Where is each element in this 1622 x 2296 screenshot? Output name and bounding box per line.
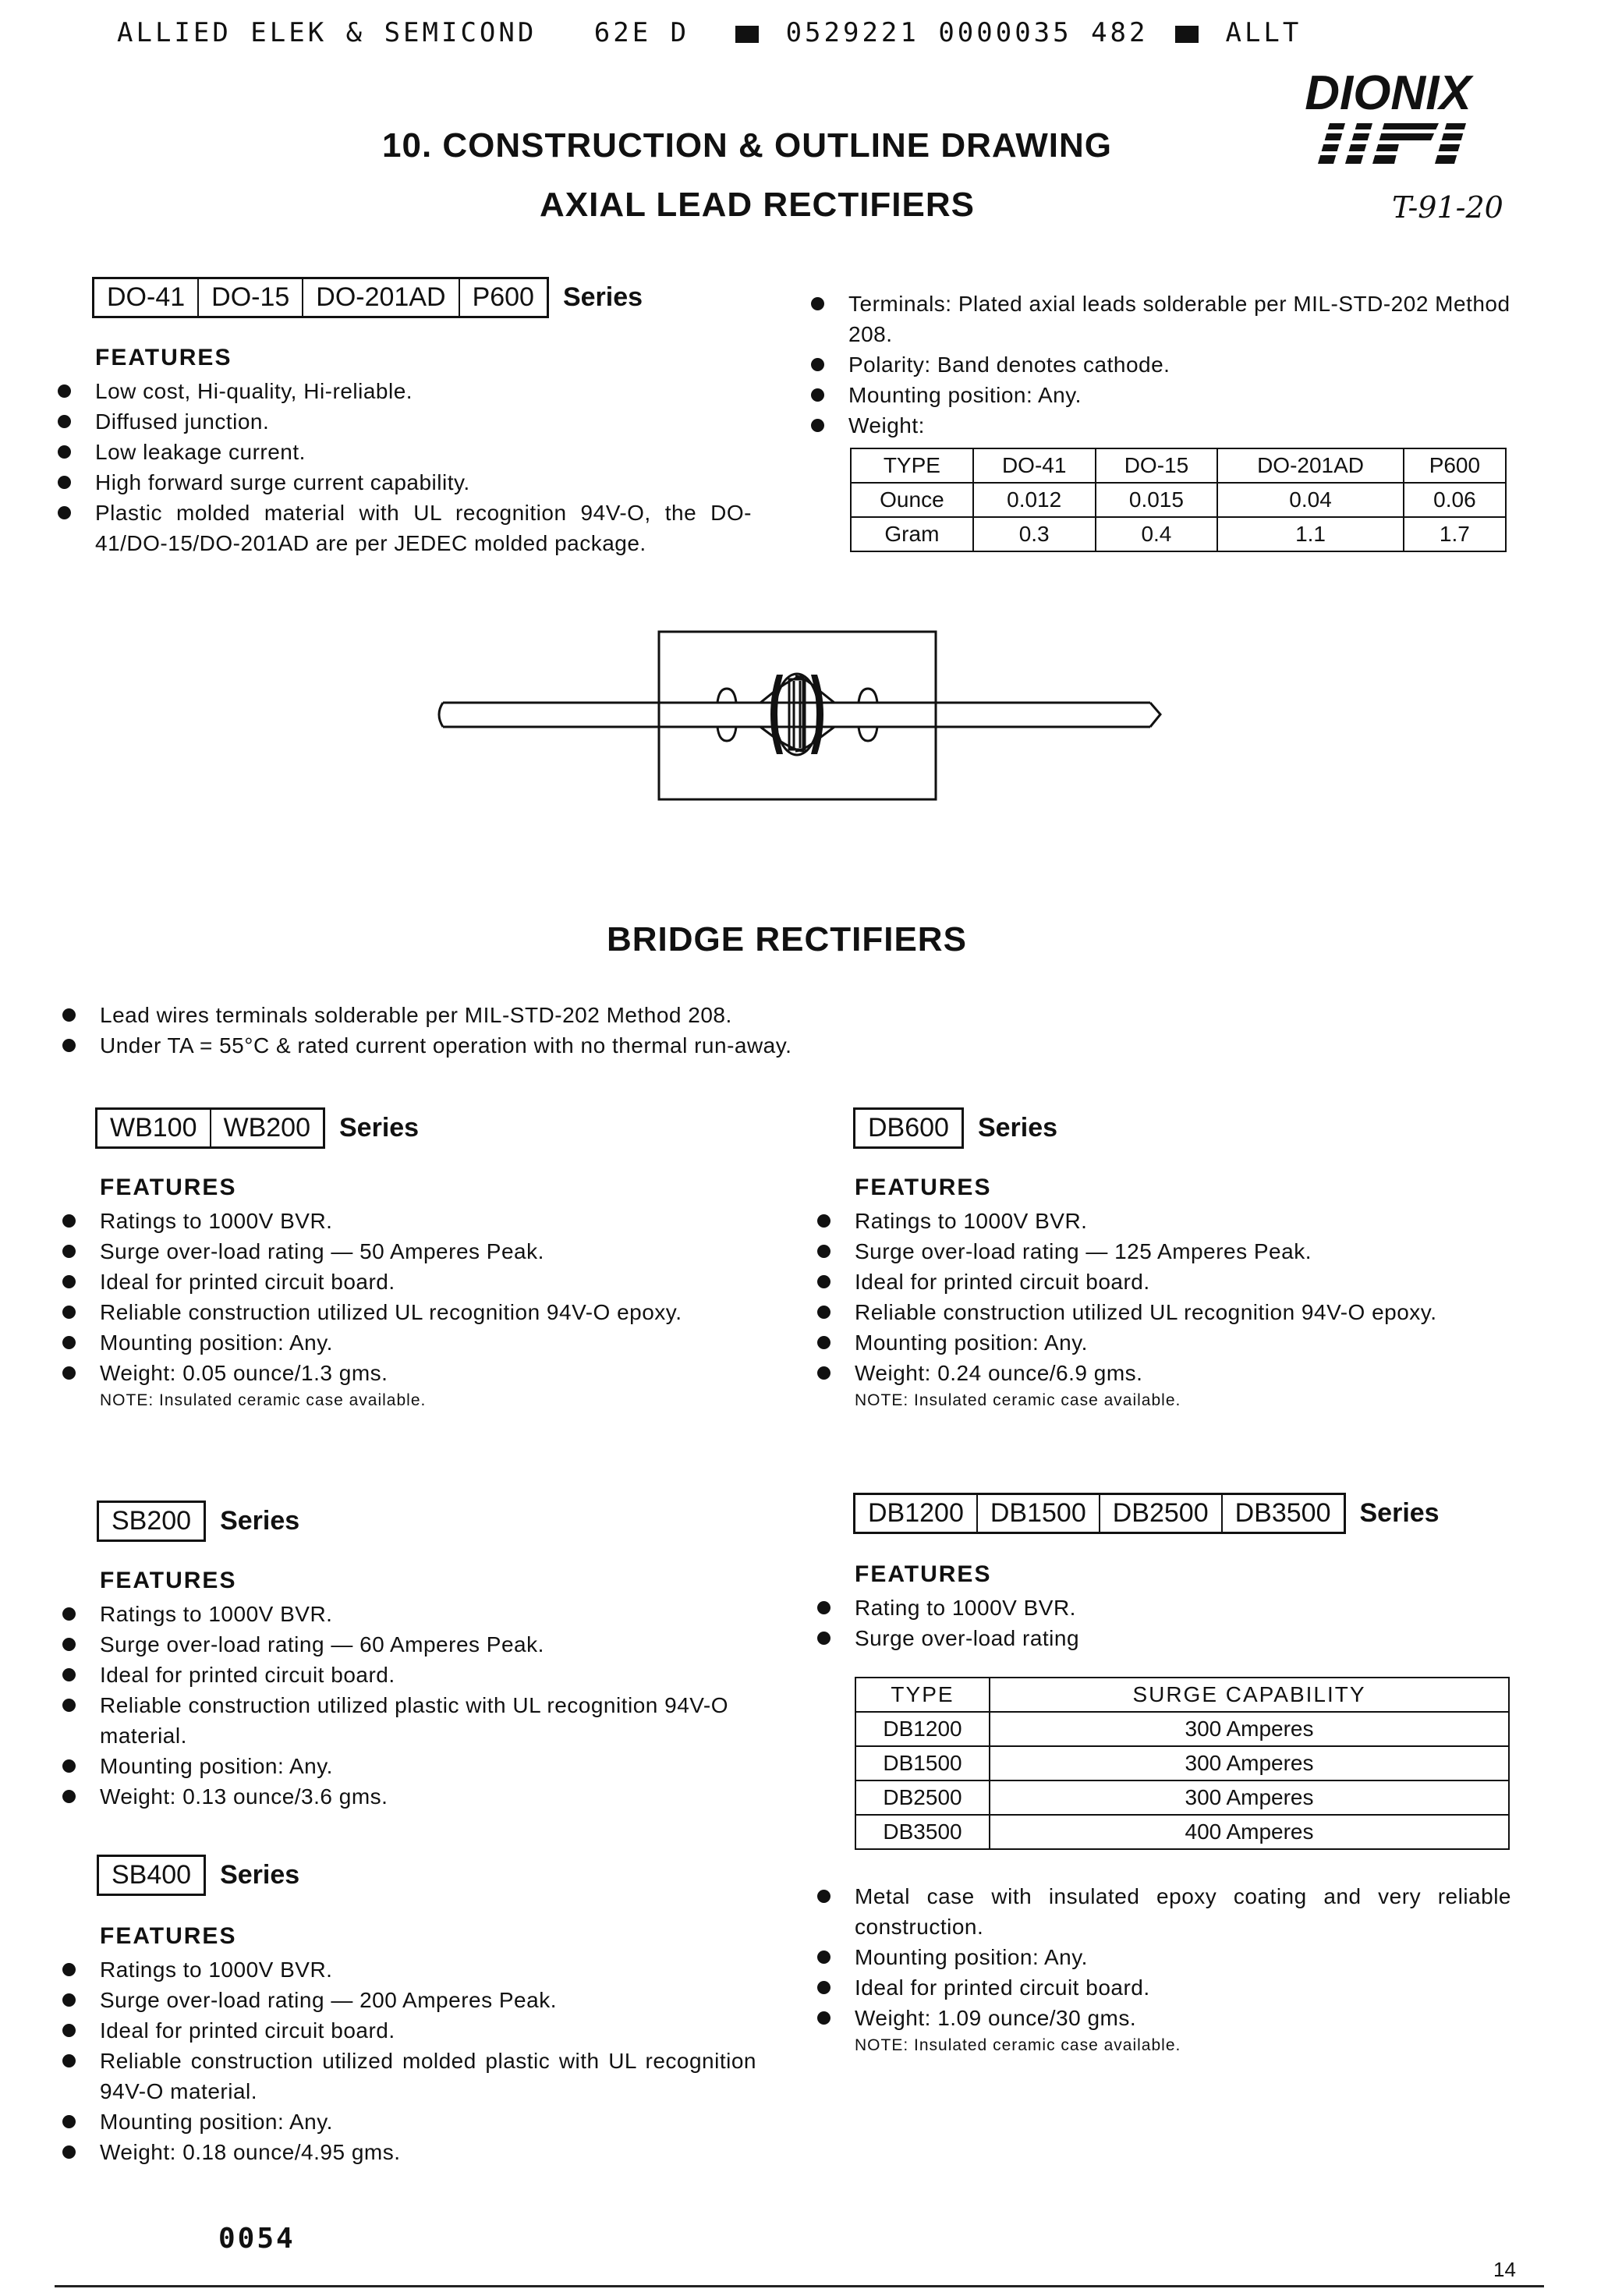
page-number: 14	[1493, 2258, 1516, 2281]
document-code: T-91-20	[1392, 190, 1503, 225]
features-heading: FEATURES	[855, 1175, 992, 1200]
table-cell: 0.04	[1217, 483, 1403, 517]
list-item: Mounting position: Any.	[62, 1327, 756, 1358]
list-item: Low leakage current.	[58, 437, 752, 467]
specs-list	[811, 289, 1513, 441]
series-label: Series	[562, 282, 643, 312]
list-item: Under TA = 55°C & rated current operation with no thermal run-away.	[62, 1030, 1232, 1061]
list-item: Low cost, Hi-quality, Hi-reliable.	[58, 376, 752, 406]
table-cell: 300 Amperes	[990, 1712, 1509, 1746]
table-cell: DO-41	[973, 448, 1096, 483]
series-list	[853, 1107, 964, 1149]
series-item: WB100	[110, 1113, 197, 1143]
series-item: DO-41	[107, 282, 186, 312]
list-item: Weight:	[811, 410, 1513, 441]
list-item: Ideal for printed circuit board.	[62, 1267, 756, 1297]
sb200-features	[62, 1568, 756, 1812]
axial-features	[58, 345, 752, 558]
general-list	[62, 1000, 1232, 1061]
series-label: Series	[1359, 1498, 1440, 1528]
table-cell: Ounce	[851, 483, 973, 517]
table-cell: TYPE	[855, 1678, 990, 1712]
list-item: Reliable construction utilized molded plastic with UL recognition 94V-O material.	[62, 2046, 756, 2106]
list-item: Ideal for printed circuit board.	[62, 2015, 756, 2046]
db600-series-box	[853, 1107, 1057, 1149]
series-item: WB200	[210, 1110, 324, 1146]
list-item: Surge over-load rating — 60 Amperes Peak.	[62, 1629, 756, 1660]
sb400-series-box	[97, 1855, 299, 1896]
surge-capability-table	[855, 1677, 1510, 1850]
section-title-bridge: BRIDGE RECTIFIERS	[607, 920, 967, 958]
table-row	[855, 1815, 1509, 1849]
header-company: ALLIED ELEK & SEMICOND	[117, 17, 537, 48]
header-code-1: 62E D	[593, 17, 690, 48]
series-item: DB2500	[1099, 1495, 1221, 1532]
black-block-icon	[1175, 26, 1199, 43]
table-cell: Gram	[851, 517, 973, 551]
db-large-features	[817, 1561, 1511, 1653]
table-cell: 300 Amperes	[990, 1746, 1509, 1780]
table-row	[855, 1678, 1509, 1712]
footer-rule	[55, 2285, 1544, 2287]
features-list	[58, 376, 752, 558]
series-item: DB1200	[868, 1498, 964, 1528]
list-item: Mounting position: Any.	[817, 1942, 1511, 1972]
series-label: Series	[220, 1860, 300, 1890]
sb200-series-box	[97, 1501, 299, 1542]
footer-code: 0054	[218, 2223, 296, 2255]
list-item: Rating to 1000V BVR.	[817, 1593, 1511, 1623]
table-cell: 400 Amperes	[990, 1815, 1509, 1849]
wb-series-box	[95, 1107, 419, 1149]
features-list	[62, 1954, 756, 2167]
series-label: Series	[339, 1113, 420, 1143]
list-item: Diffused junction.	[58, 406, 752, 437]
svg-text:DIONIX: DIONIX	[1305, 66, 1471, 120]
list-item: Surge over-load rating — 125 Amperes Peak.	[817, 1236, 1511, 1267]
series-label: Series	[977, 1113, 1058, 1143]
table-cell: DO-201AD	[1217, 448, 1403, 483]
list-item: Ratings to 1000V BVR.	[62, 1599, 756, 1629]
series-item: DO-15	[197, 279, 302, 316]
db600-features	[817, 1175, 1511, 1410]
features-heading: FEATURES	[100, 1175, 237, 1200]
series-item: SB200	[112, 1506, 192, 1536]
list-item: Ratings to 1000V BVR.	[817, 1206, 1511, 1236]
db-large-series-box	[853, 1493, 1440, 1534]
features-list	[817, 1593, 1511, 1653]
series-list	[853, 1493, 1346, 1534]
axial-specs	[811, 289, 1513, 441]
document-header-code	[117, 17, 1301, 48]
table-cell: 0.06	[1404, 483, 1506, 517]
list-item: Weight: 0.24 ounce/6.9 gms.	[817, 1358, 1511, 1388]
series-item: DB1500	[976, 1495, 1099, 1532]
sb400-features	[62, 1923, 756, 2167]
table-cell: DB2500	[855, 1780, 990, 1815]
black-block-icon	[735, 26, 759, 43]
table-row	[855, 1712, 1509, 1746]
series-item: DO-201AD	[302, 279, 458, 316]
list-item: Surge over-load rating — 200 Amperes Peak.	[62, 1985, 756, 2015]
table-cell: DB1200	[855, 1712, 990, 1746]
table-cell: DB1500	[855, 1746, 990, 1780]
list-item: Weight: 0.13 ounce/3.6 gms.	[62, 1781, 756, 1812]
list-item: Lead wires terminals solderable per MIL-STD-202 Method 208.	[62, 1000, 1232, 1030]
features-list	[817, 1881, 1511, 2033]
list-item: Metal case with insulated epoxy coating and very reliable construction.	[817, 1881, 1511, 1942]
table-cell: 1.1	[1217, 517, 1403, 551]
table-cell: 1.7	[1404, 517, 1506, 551]
features-list	[62, 1206, 756, 1388]
features-heading: FEATURES	[100, 1568, 237, 1593]
list-item: Surge over-load rating — 50 Amperes Peak.	[62, 1236, 756, 1267]
table-cell: P600	[1404, 448, 1506, 483]
list-item: Mounting position: Any.	[62, 2106, 756, 2137]
list-item: Mounting position: Any.	[817, 1327, 1511, 1358]
list-item: Ideal for printed circuit board.	[817, 1972, 1511, 2003]
list-item: Reliable construction utilized plastic with UL recognition 94V-O material.	[62, 1690, 756, 1751]
list-item: Mounting position: Any.	[811, 380, 1513, 410]
list-item: Polarity: Band denotes cathode.	[811, 349, 1513, 380]
series-item: SB400	[112, 1860, 192, 1890]
table-row	[851, 483, 1506, 517]
series-item: DB3500	[1221, 1495, 1344, 1532]
table-cell: 300 Amperes	[990, 1780, 1509, 1815]
table-row	[855, 1746, 1509, 1780]
table-cell: DO-15	[1096, 448, 1218, 483]
list-item: Weight: 0.05 ounce/1.3 gms.	[62, 1358, 756, 1388]
list-item: Plastic molded material with UL recognition 94V-O, the DO-41/DO-15/DO-201AD are per JEDEC molded package.	[58, 498, 752, 558]
features-heading: FEATURES	[95, 345, 232, 370]
header-code-3: ALLT	[1225, 17, 1302, 48]
axial-rectifier-drawing	[429, 628, 1170, 807]
header-code-2: 0529221 0000035 482	[785, 17, 1149, 48]
features-list	[62, 1599, 756, 1812]
list-item: Weight: 0.18 ounce/4.95 gms.	[62, 2137, 756, 2167]
list-item: Mounting position: Any.	[62, 1751, 756, 1781]
series-list	[97, 1855, 206, 1896]
list-item: Weight: 1.09 ounce/30 gms.	[817, 2003, 1511, 2033]
bridge-general	[62, 1000, 1232, 1061]
series-list	[97, 1501, 206, 1542]
wb-features	[62, 1175, 756, 1410]
section-title-axial: AXIAL LEAD RECTIFIERS	[540, 186, 976, 224]
list-item: Ideal for printed circuit board.	[62, 1660, 756, 1690]
table-cell: 0.015	[1096, 483, 1218, 517]
table-cell: 0.012	[973, 483, 1096, 517]
list-item: High forward surge current capability.	[58, 467, 752, 498]
list-item: Ratings to 1000V BVR.	[62, 1206, 756, 1236]
series-list	[92, 277, 549, 318]
table-row	[855, 1780, 1509, 1815]
table-cell: 0.3	[973, 517, 1096, 551]
list-item: Reliable construction utilized UL recognition 94V-O epoxy.	[62, 1297, 756, 1327]
table-cell: SURGE CAPABILITY	[990, 1678, 1509, 1712]
db-large-features-2	[817, 1881, 1511, 2055]
section-title-construction: 10. CONSTRUCTION & OUTLINE DRAWING	[382, 126, 1113, 165]
series-list	[95, 1107, 325, 1149]
table-row	[851, 517, 1506, 551]
features-heading: FEATURES	[855, 1561, 992, 1587]
series-item: P600	[459, 279, 547, 316]
series-label: Series	[220, 1506, 300, 1536]
list-item: Surge over-load rating	[817, 1623, 1511, 1653]
series-item: DB600	[868, 1113, 949, 1143]
list-item: Reliable construction utilized UL recognition 94V-O epoxy.	[817, 1297, 1511, 1327]
note-text: NOTE: Insulated ceramic case available.	[855, 2036, 1181, 2054]
axial-series-box	[92, 277, 643, 318]
note-text: NOTE: Insulated ceramic case available.	[100, 1391, 427, 1409]
features-list	[817, 1206, 1511, 1388]
list-item: Ideal for printed circuit board.	[817, 1267, 1511, 1297]
note-text: NOTE: Insulated ceramic case available.	[855, 1391, 1181, 1409]
table-cell: DB3500	[855, 1815, 990, 1849]
dionix-logo	[1271, 62, 1505, 172]
weight-table	[850, 448, 1507, 552]
table-cell: 0.4	[1096, 517, 1218, 551]
table-row	[851, 448, 1506, 483]
features-heading: FEATURES	[100, 1923, 237, 1949]
list-item: Terminals: Plated axial leads solderable per MIL-STD-202 Method 208.	[811, 289, 1513, 349]
table-cell: TYPE	[851, 448, 973, 483]
list-item: Ratings to 1000V BVR.	[62, 1954, 756, 1985]
